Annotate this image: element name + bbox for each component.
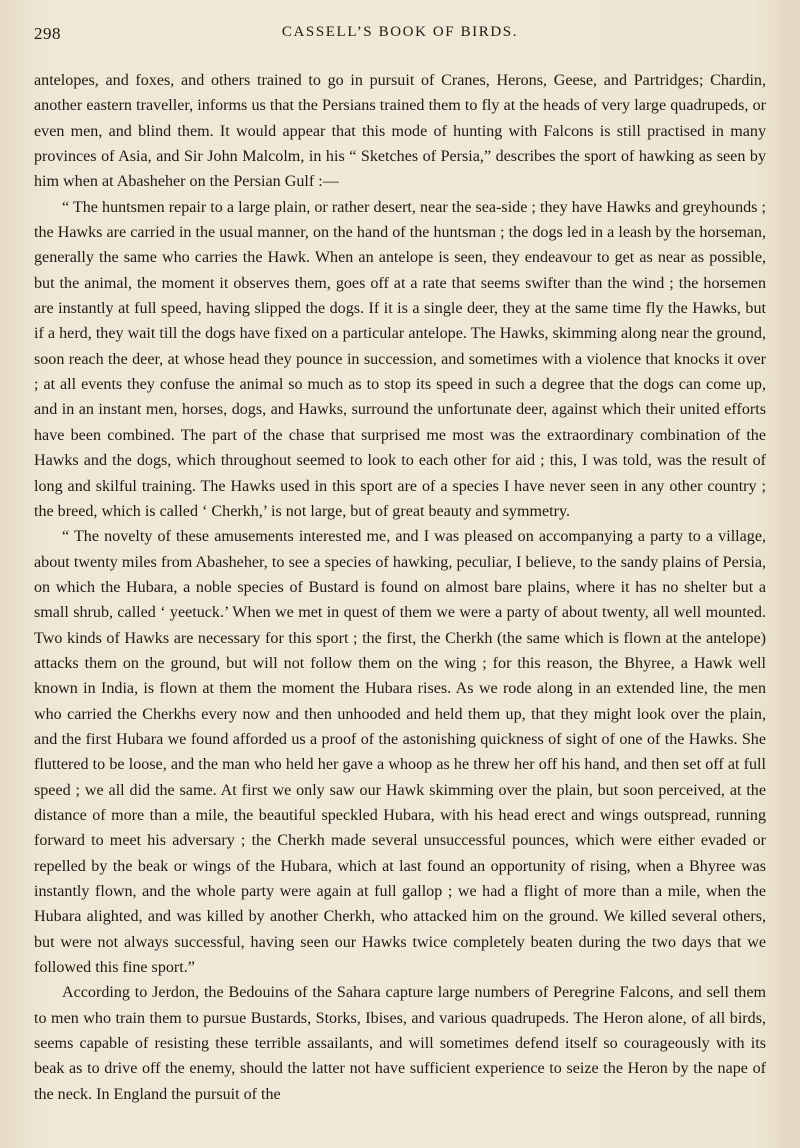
paragraph-jerdon: According to Jerdon, the Bedouins of the Sahara capture large numbers of Peregrine Falcons, and sell them to men who train them to pursue Bustards, Storks, Ibises, and various quadrupeds. The Heron alone, of all birds, seems capable of resisting these terrible assailants, and will sometimes defend itself so courageously with its beak as to drive off the enemy, should the latter not have sufficient experience to seize the Heron by the nape of the neck. In England the pursuit of the — [34, 984, 766, 1103]
running-head: CASSELL’S BOOK OF BIRDS. — [281, 24, 519, 40]
page-header — [34, 22, 766, 52]
paragraph-quote-huntsmen: “ The huntsmen repair to a large plain, or rather desert, near the sea-side ; they have Hawks and greyhounds ; the Hawks are carried in the usual manner, on the hand of the huntsman ; the dogs led in a leash by the horseman, generally the same who carries the Hawk. When an antelope is seen, they endeavour to get as near as possible, but the animal, the moment it observes them, goes off at a rate that seems swifter than the wind ; the horsemen are instantly at full speed, having slipped the dogs. If it is a single deer, they at the same time fly the Hawks, but if a herd, they wait till the dogs have fixed on a particular antelope. The Hawks, skimming along near the ground, soon reach the deer, at whose head they pounce in succession, and sometimes with a violence that knocks it over ; at all events they confuse the animal so much as to stop its speed in such a degree that the dogs can come up, and in an instant men, horses, dogs, and Hawks, surround the unfortunate deer, against which their united efforts have been combined. The part of the chase that surprised me most was the extraordinary combination of the Hawks and the dogs, which throughout seemed to look to each other for aid ; this, I was told, was the result of long and skilful training. The Hawks used in this sport are of a species I have never seen in any other country ; the breed, which is called ‘ Cherkh,’ is not large, but of great beauty and symmetry. — [34, 198, 766, 520]
page-number: 298 — [34, 24, 61, 43]
paragraph-quote-hubara: “ The novelty of these amusements interested me, and I was pleased on accompanying a party to a village, about twenty miles from Abasheher, to see a species of hawking, peculiar, I believe, to the sandy plains of Persia, on which the Hubara, a noble species of Bustard is found on almost bare plains, where it has no shelter but a small shrub, called ‘ yeetuck.’ When we met in quest of them we were a party of about twenty, all well mounted. Two kinds of Hawks are necessary for this sport ; the first, the Cherkh (the same which is flown at the antelope) attacks them on the ground, but will not follow them on the wing ; for this reason, the Bhyree, a Hawk well known in India, is flown at them the moment the Hubara rises. As we rode along in an extended line, the men who carried the Cherkhs every now and then unhooded and held them up, that they might look over the plain, and the first Hubara we found afforded us a proof of the astonishing quickness of sight of one of the Hawks. She fluttered to be loose, and the man who held her gave a whoop as he threw her off his hand, and then set off at full speed ; we all did the same. At first we only saw our Hawk skimming over the plain, but soon perceived, at the distance of more than a mile, the beautiful speckled Hubara, with his head erect and wings outspread, running forward to meet his adversary ; the Cherkh made several unsuccessful pounces, which were either evaded or repelled by the beak or wings of the Hubara, which at last found an opportunity of rising, when a Bhyree was instantly flown, and the whole party were again at full gallop ; we had a flight of more than a mile, when the Hubara alighted, and was killed by another Cherkh, who attacked him on the ground. We killed several others, but were not always successful, having seen our Hawks twice completely beaten during the two days that we followed this fine sport.” — [34, 528, 766, 977]
paragraph-continuation: antelopes, and foxes, and others trained to go in pursuit of Cranes, Herons, Geese, and Partridges; Chardin, another eastern traveller, informs us that the Persians trained them to fly at the heads of very large quadrupeds, or even men, and blind them. It would appear that this mode of hunting with Falcons is still practised in many provinces of Asia, and Sir John Malcolm, in his “ Sketches of Persia,” describes the sport of hawking as seen by him when at Abasheher on the Persian Gulf :— — [34, 72, 766, 191]
body-text — [34, 68, 766, 1107]
